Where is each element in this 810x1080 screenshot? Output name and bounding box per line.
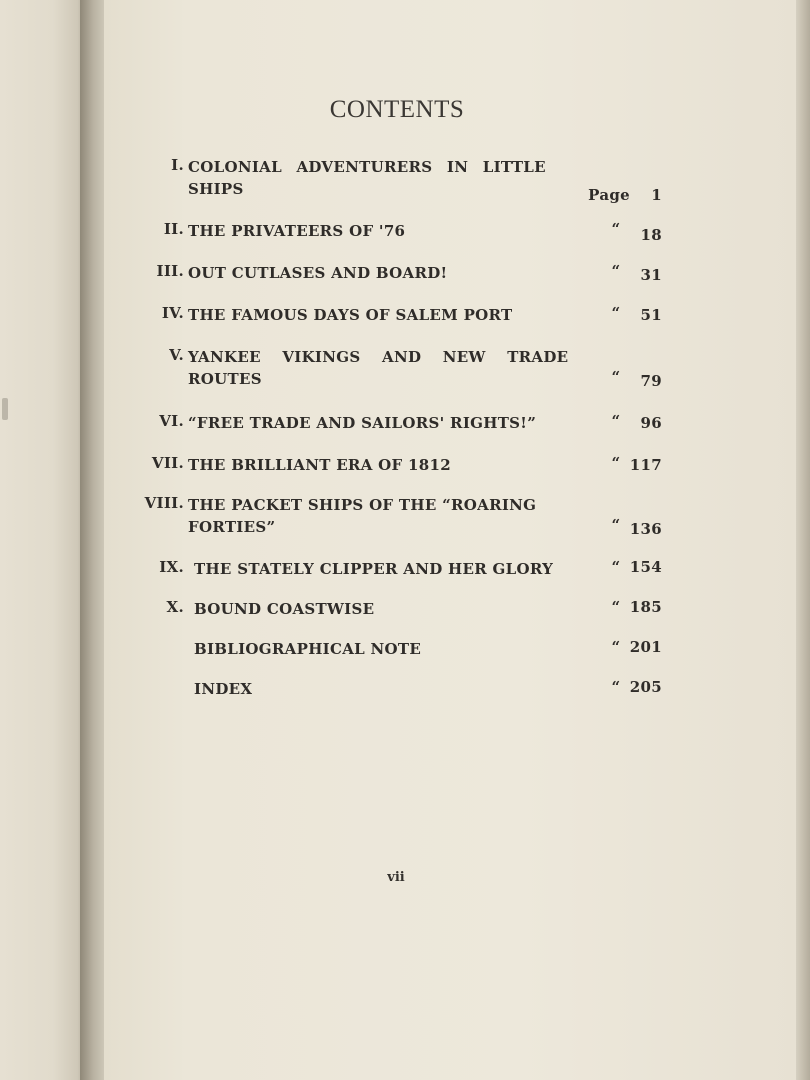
chapter-title: INDEX — [194, 680, 253, 698]
chapter-number: V. — [169, 346, 184, 364]
ditto-mark: “ — [611, 262, 621, 280]
chapter-number: X. — [166, 598, 184, 616]
chapter-title: YANKEE VIKINGS AND NEW TRADE ROUTES — [188, 348, 569, 388]
ditto-mark: “ — [611, 304, 621, 322]
facing-page-mark — [2, 398, 8, 420]
chapter-number: I. — [171, 156, 184, 174]
chapter-title: THE FAMOUS DAYS OF SALEM PORT — [188, 306, 513, 324]
ditto-mark: “ — [611, 558, 621, 576]
chapter-number: VI. — [159, 412, 184, 430]
page-number: 185 — [629, 598, 662, 616]
chapter-title: COLONIAL ADVENTURERS IN LITTLE SHIPS — [188, 158, 546, 198]
ditto-mark: “ — [611, 220, 621, 238]
page-number: 31 — [640, 266, 662, 284]
chapter-title: THE STATELY CLIPPER AND HER GLORY — [194, 560, 554, 578]
page-number: 117 — [629, 456, 662, 474]
chapter-title: THE PACKET SHIPS OF THE “ROARING FORTIES” — [188, 496, 537, 536]
chapter-number: VIII. — [144, 494, 184, 512]
page-label: Page — [588, 186, 630, 204]
page-number: 18 — [640, 226, 662, 244]
chapter-number: IV. — [161, 304, 184, 322]
page-number: 154 — [629, 558, 662, 576]
ditto-mark: “ — [611, 678, 621, 696]
ditto-mark: “ — [611, 516, 621, 534]
chapter-title: OUT CUTLASES AND BOARD! — [188, 264, 448, 282]
chapter-title: BIBLIOGRAPHICAL NOTE — [194, 640, 422, 658]
ditto-mark: “ — [611, 412, 621, 430]
chapter-number: IX. — [159, 558, 184, 576]
chapter-title: “FREE TRADE AND SAILORS' RIGHTS!” — [188, 414, 537, 432]
folio-page-number: vii — [387, 870, 405, 885]
chapter-number: VII. — [151, 454, 184, 472]
page-number: 51 — [640, 306, 662, 324]
ditto-mark: “ — [611, 368, 621, 386]
ditto-mark: “ — [611, 638, 621, 656]
chapter-title: BOUND COASTWISE — [194, 600, 375, 618]
page-number: 96 — [640, 414, 662, 432]
chapter-title: THE PRIVATEERS OF '76 — [188, 222, 406, 240]
page-number: 79 — [640, 372, 662, 390]
ditto-mark: “ — [611, 598, 621, 616]
page-number: 205 — [629, 678, 662, 696]
page-number: 201 — [629, 638, 662, 656]
ditto-mark: “ — [611, 454, 621, 472]
page-title: CONTENTS — [329, 96, 465, 123]
page-number: 136 — [629, 520, 662, 538]
page-edge — [796, 0, 810, 1080]
chapter-number: II. — [163, 220, 184, 238]
chapter-title: THE BRILLIANT ERA OF 1812 — [188, 456, 451, 474]
page-number: 1 — [651, 186, 662, 204]
chapter-number: III. — [156, 262, 184, 280]
facing-page — [0, 0, 88, 1080]
